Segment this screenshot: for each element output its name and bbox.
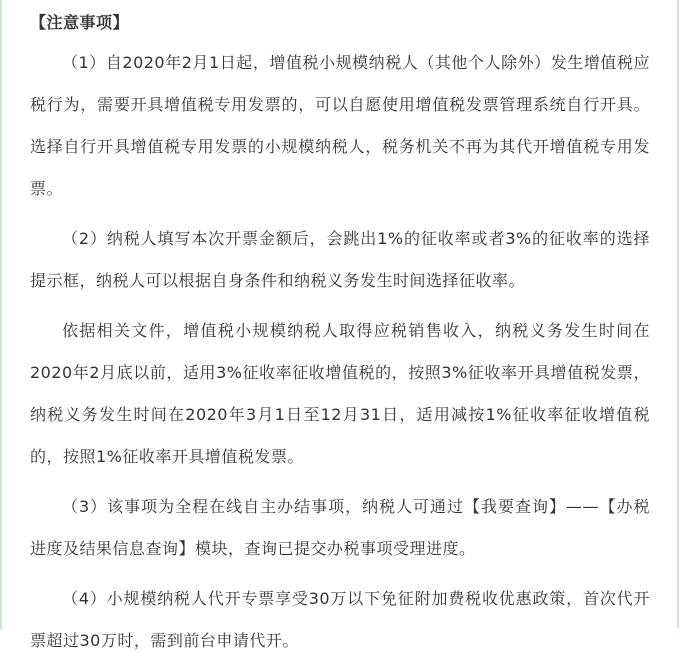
paragraph-3: 依据相关文件，增值税小规模纳税人取得应税销售收入，纳税义务发生时间在2020年2月底以前，适用3%征收率征收增值税的，按照3%征收率开具增值税发票，纳税义务发生时间在2020年3月1日至12月31日，适用减按1%征收率征收增值税的，按照1%征收率开具增值税发票。: [30, 321, 650, 466]
paragraph-4: （3）该事项为全程在线自主办结事项，纳税人可通过【我要查询】——【办税进度及结果信息查询】模块，查询已提交办税事项受理进度。: [30, 497, 650, 558]
paragraph-1: （1）自2020年2月1日起，增值税小规模纳税人（其他个人除外）发生增值税应税行为，需要开具增值税专用发票的，可以自愿使用增值税发票管理系统自行开具。选择自行开具增值税专用发票的小规模纳税人，税务机关不再为其代开增值税专用发票。: [30, 53, 650, 198]
left-border: [0, 0, 2, 629]
paragraph-2: （2）纳税人填写本次开票金额后，会跳出1%的征收率或者3%的征收率的选择提示框，纳税人可以根据自身条件和纳税义务发生时间选择征收率。: [30, 229, 650, 290]
section-title: 【注意事项】: [30, 13, 130, 32]
notice-content: [30, 4, 650, 670]
paragraph-5: （4）小规模纳税人代开专票享受30万以下免征附加费税收优惠政策，首次代开票超过30万时，需到前台申请代开。: [30, 589, 650, 650]
